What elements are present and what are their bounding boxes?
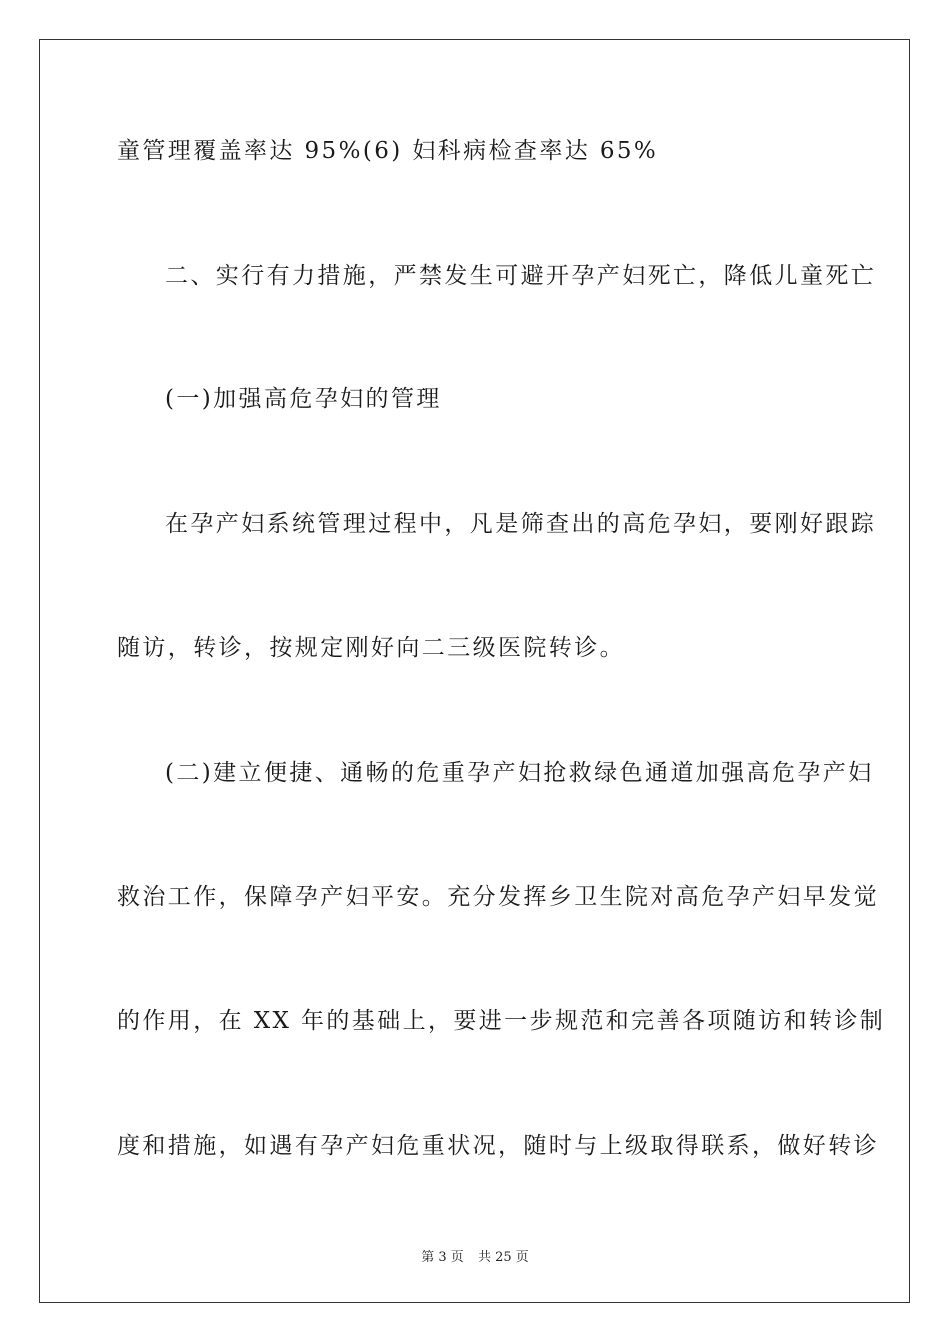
page-total: 共 25 页 — [477, 1250, 529, 1265]
text-line-1: 童管理覆盖率达 95%(6) 妇科病检查率达 65% — [117, 138, 659, 164]
subsection-heading-1: (一)加强高危孕妇的管理 — [165, 386, 442, 412]
page-footer — [0, 1246, 950, 1265]
paragraph-1-line-2: 随访，转诊，按规定刚好向二三级医院转诊。 — [117, 635, 625, 661]
section-heading-2: 二、实行有力措施，严禁发生可避开孕产妇死亡，降低儿童死亡 — [165, 263, 877, 289]
page-number: 第 3 页 — [421, 1250, 464, 1265]
page-border — [39, 39, 910, 1303]
paragraph-2-line-2: 救治工作，保障孕产妇平安。充分发挥乡卫生院对高危孕产妇早发觉 — [117, 884, 879, 910]
paragraph-2-line-3: 的作用，在 XX 年的基础上，要进一步规范和完善各项随访和转诊制 — [117, 1008, 886, 1034]
paragraph-2-line-1: (二)建立便捷、通畅的危重孕产妇抢救绿色通道加强高危孕产妇 — [165, 760, 874, 786]
paragraph-1-line-1: 在孕产妇系统管理过程中，凡是筛查出的高危孕妇，要刚好跟踪 — [165, 511, 877, 537]
paragraph-2-line-4: 度和措施，如遇有孕产妇危重状况，随时与上级取得联系，做好转诊 — [117, 1133, 879, 1159]
